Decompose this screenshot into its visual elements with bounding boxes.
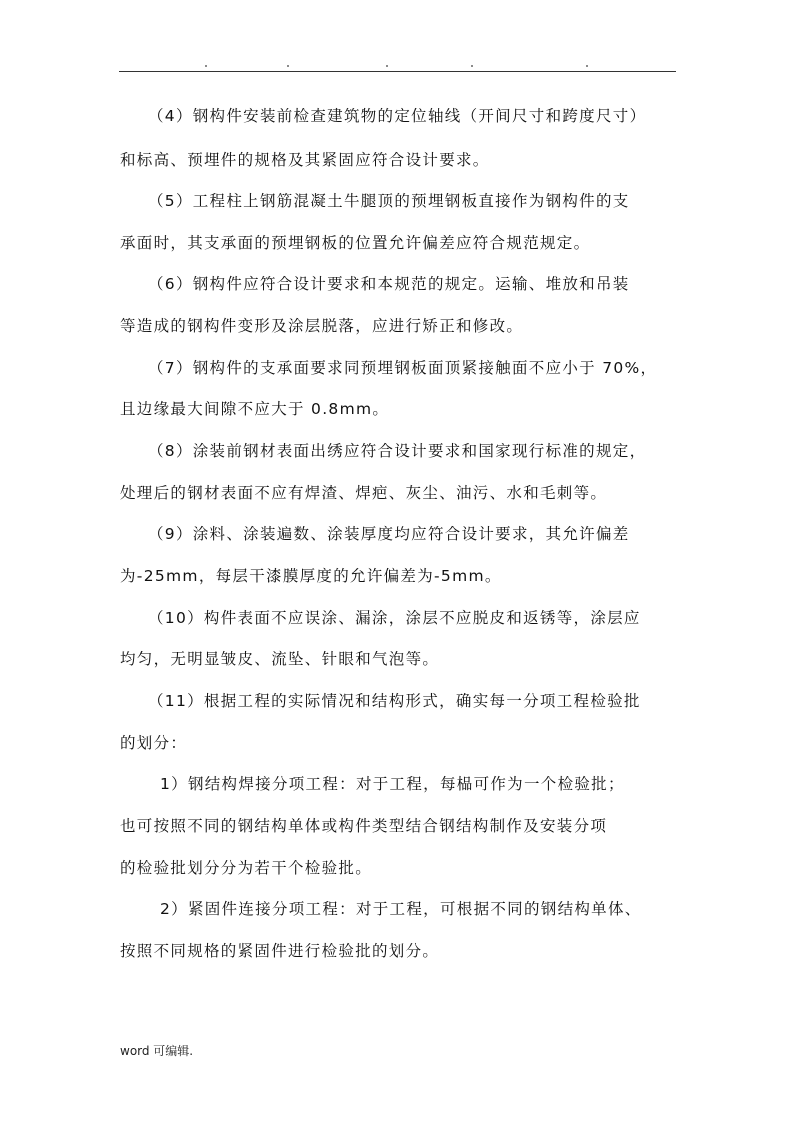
header-dot	[287, 65, 289, 67]
header-rule	[119, 71, 676, 72]
header-dot	[386, 65, 388, 67]
text-line: （4）钢构件安装前检查建筑物的定位轴线（开间尺寸和跨度尺寸）	[148, 107, 647, 125]
header-dot	[471, 65, 473, 67]
text-line: 也可按照不同的钢结构单体或构件类型结合钢结构制作及安装分项	[120, 817, 608, 835]
text-line: 且边缘最大间隙不应大于 0.8mm。	[120, 400, 390, 418]
text-line: 2）紧固件连接分项工程：对于工程，可根据不同的钢结构单体、	[160, 900, 642, 918]
text-line: 按照不同规格的紧固件进行检验批的划分。	[120, 942, 440, 960]
footer-note: word 可编辑.	[120, 1044, 194, 1058]
text-line: 的划分：	[120, 734, 188, 752]
text-line: （7）钢构件的支承面要求同预埋钢板面顶紧接触面不应小于 70%，	[148, 359, 658, 377]
text-line: 的检验批划分分为若干个检验批。	[120, 859, 373, 877]
text-line: （11）根据工程的实际情况和结构形式，确实每一分项工程检验批	[148, 692, 641, 710]
text-line: 1）钢结构焊接分项工程：对于工程，每榀可作为一个检验批；	[160, 775, 625, 793]
text-line: 承面时，其支承面的预埋钢板的位置允许偏差应符合规范规定。	[120, 234, 591, 252]
text-line: 和标高、预埋件的规格及其紧固应符合设计要求。	[120, 151, 490, 169]
text-line: （9）涂料、涂装遍数、涂装厚度均应符合设计要求，其允许偏差	[148, 525, 630, 543]
header-dot	[205, 65, 207, 67]
text-line: 处理后的钢材表面不应有焊渣、焊疤、灰尘、油污、水和毛刺等。	[120, 484, 608, 502]
text-line: 等造成的钢构件变形及涂层脱落，应进行矫正和修改。	[120, 317, 524, 335]
text-line: （10）构件表面不应误涂、漏涂，涂层不应脱皮和返锈等，涂层应	[148, 609, 641, 627]
text-line: 为-25mm，每层干漆膜厚度的允许偏差为-5mm。	[120, 567, 502, 585]
header-dot	[586, 65, 588, 67]
text-line: （8）涂装前钢材表面出绣应符合设计要求和国家现行标准的规定，	[148, 442, 647, 460]
text-line: （5）工程柱上钢筋混凝土牛腿顶的预埋钢板直接作为钢构件的支	[148, 192, 630, 210]
text-line: 均匀，无明显皱皮、流坠、针眼和气泡等。	[120, 650, 440, 668]
text-line: （6）钢构件应符合设计要求和本规范的规定。运输、堆放和吊装	[148, 275, 630, 293]
